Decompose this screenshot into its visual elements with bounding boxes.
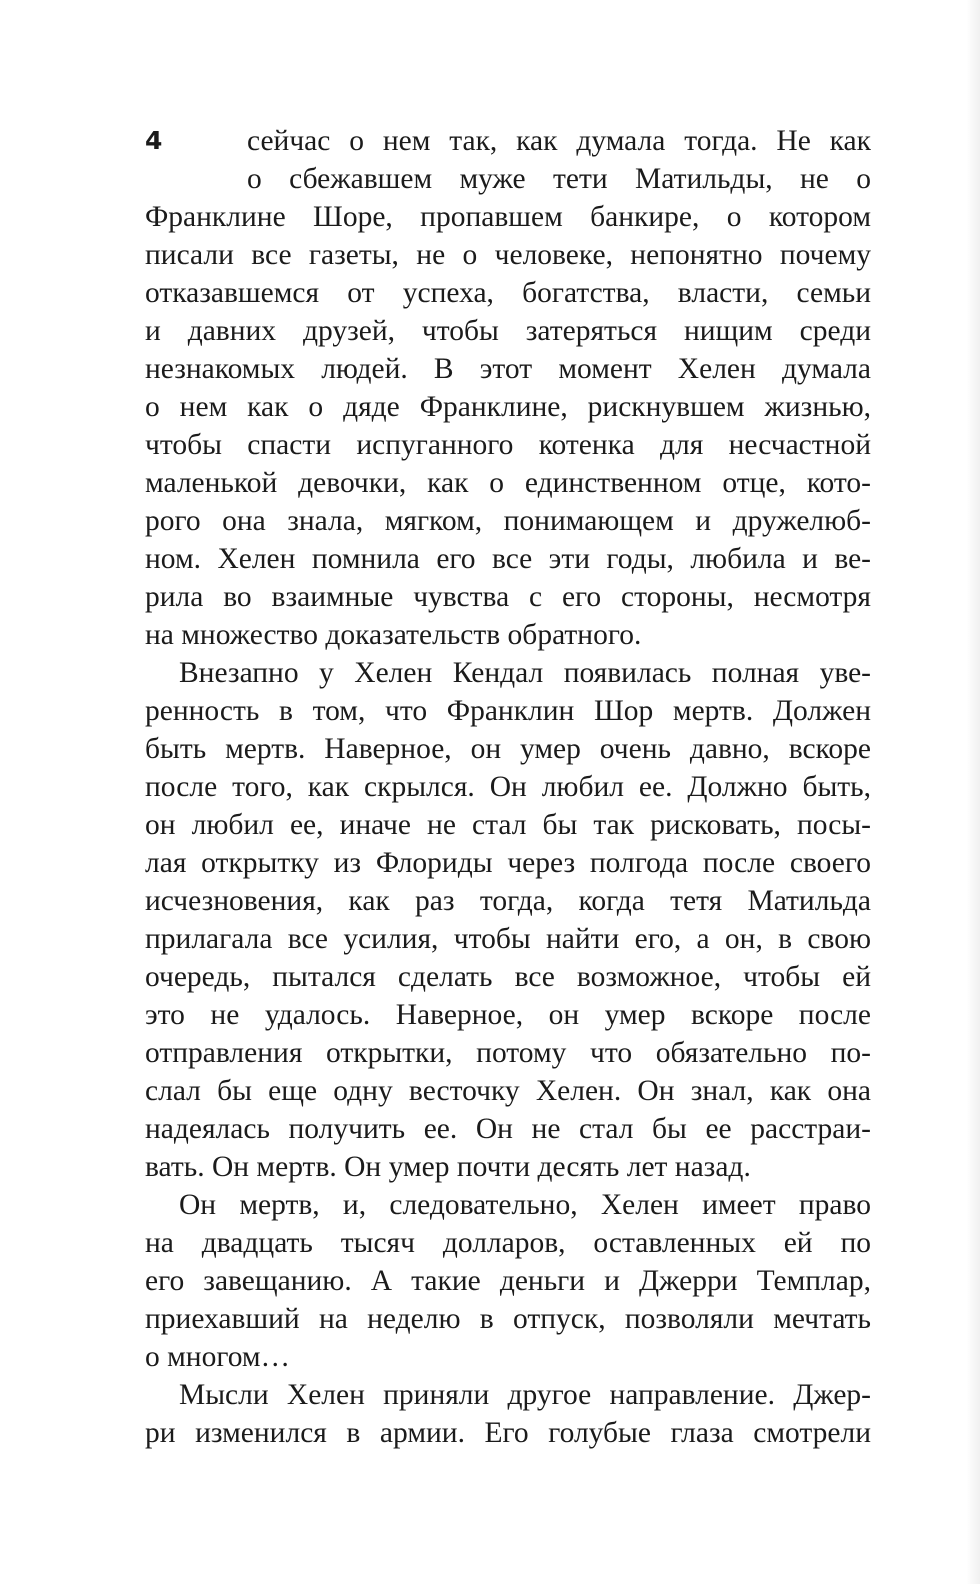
text-line: сейчас о нем так, как думала тогда. Не как — [247, 125, 871, 157]
text-line: ри изменился в армии. Его голубые глаза смотрели — [145, 1417, 871, 1449]
text-line: чтобы спасти испуганного котенка для несчастной — [145, 429, 871, 461]
text-line: маленькой девочки, как о единственном отце, кото- — [145, 467, 871, 499]
text-line: Франклине Шоре, пропавшем банкире, о котором — [145, 201, 871, 233]
text-line: ном. Хелен помнила его все эти годы, любила и ве- — [145, 543, 871, 575]
text-line: рого она знала, мягком, понимающем и дружелюб- — [145, 505, 871, 537]
text-line: на множество доказательств обратного. — [145, 619, 642, 651]
text-line: его завещанию. А такие деньги и Джерри Темплар, — [145, 1265, 871, 1297]
text-line: вать. Он мертв. Он умер почти десять лет назад. — [145, 1151, 751, 1183]
text-line: на двадцать тысяч долларов, оставленных ей по — [145, 1227, 871, 1259]
text-line: отправления открытки, потому что обязательно по- — [145, 1037, 871, 1069]
text-line: о нем как о дяде Франклине, рискнувшем жизнью, — [145, 391, 871, 423]
body-text — [145, 122, 871, 1452]
text-line: о многом… — [145, 1341, 291, 1373]
text-line: лая открытку из Флориды через полгода после своего — [145, 847, 871, 879]
text-line: отказавшемся от успеха, богатства, власти, семьи — [145, 277, 871, 309]
text-line: и давних друзей, чтобы затеряться нищим среди — [145, 315, 871, 347]
text-line: надеялась получить ее. Он не стал бы ее расстраи- — [145, 1113, 871, 1145]
text-line: быть мертв. Наверное, он умер очень давно, вскоре — [145, 733, 871, 765]
text-line: это не удалось. Наверное, он умер вскоре после — [145, 999, 871, 1031]
text-line: Внезапно у Хелен Кендал появилась полная уве- — [179, 657, 871, 689]
page-number: 4 — [145, 126, 163, 155]
text-line: очередь, пытался сделать все возможное, чтобы ей — [145, 961, 871, 993]
text-line: слал бы еще одну весточку Хелен. Он знал, как она — [145, 1075, 871, 1107]
text-line: писали все газеты, не о человеке, непонятно почему — [145, 239, 871, 271]
text-line: Мысли Хелен приняли другое направление. Джер- — [179, 1379, 871, 1411]
text-line: о сбежавшем муже тети Матильды, не о — [247, 163, 871, 195]
text-line: ренность в том, что Франклин Шор мертв. Должен — [145, 695, 871, 727]
text-line: Он мертв, и, следовательно, Хелен имеет право — [179, 1189, 871, 1221]
text-line: незнакомых людей. В этот момент Хелен думала — [145, 353, 871, 385]
text-line: после того, как скрылся. Он любил ее. Должно быть, — [145, 771, 871, 803]
page-edge-shadow — [966, 0, 980, 1584]
text-line: приехавший на неделю в отпуск, позволяли мечтать — [145, 1303, 871, 1335]
text-line: он любил ее, иначе не стал бы так рисковать, посы- — [145, 809, 871, 841]
text-line: исчезновения, как раз тогда, когда тетя Матильда — [145, 885, 871, 917]
text-line: прилагала все усилия, чтобы найти его, а он, в свою — [145, 923, 871, 955]
text-line: рила во взаимные чувства с его стороны, несмотря — [145, 581, 871, 613]
